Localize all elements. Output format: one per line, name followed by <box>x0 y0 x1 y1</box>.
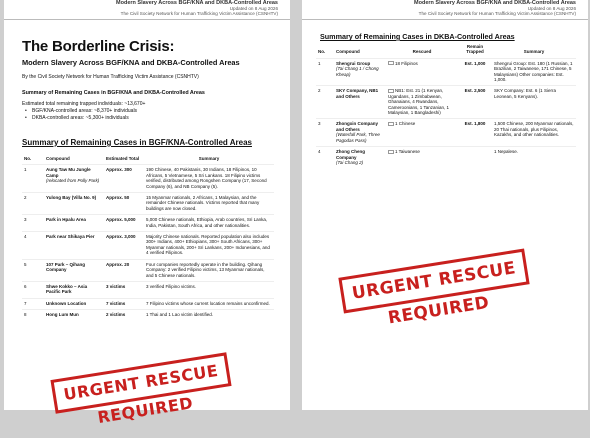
col-compound: Compound <box>46 156 70 161</box>
row-no: 7 <box>22 298 44 309</box>
row-total: 2 victims <box>104 310 144 321</box>
row-rescued <box>386 119 458 147</box>
compound-name: Zhong Cheng Company <box>336 149 365 160</box>
compound-name: Park near Shikaya Pier <box>46 234 95 240</box>
row-summary: 15 Myanmar nationals, 2 Africans, 1 Malaysian, and the remainder Chinese nationals. Victims reported that many buildings are now closed. <box>144 193 274 215</box>
estimate-block <box>22 101 145 122</box>
table-row <box>316 58 576 86</box>
urgent-rescue-stamp-right: URGENT RESCUE REQUIRED <box>338 249 529 314</box>
row-no: 6 <box>22 281 44 298</box>
row-summary: SKY Company: Est. 6 (1 Sierra Leonean, 5 Kenyans). <box>492 86 576 119</box>
row-no: 2 <box>22 193 44 215</box>
row-no: 5 <box>22 259 44 281</box>
rescued-text: NB1: Est. 21 (1 Kenyan, Ugandans, 1 Zimbabwean, Ghanaians, 4 Rwandans, Cameroonians, 1 Tanzanian, 1 Malaysian, 1 Bangladeshi) <box>388 88 449 116</box>
flag-icon <box>388 89 394 93</box>
row-summary: Four companies reportedly operate in the building. Qihang Company: 2 verified Filipino victims, 13 Myanmar nationals, and 5 Chinese nationals. <box>144 259 274 281</box>
section-title-bgf: Summary of Remaining Cases in BGF/KNA-Controlled Areas <box>22 138 252 147</box>
compound-name: Park in Hpalu Area <box>46 217 86 223</box>
row-rescued <box>386 58 458 86</box>
row-compound <box>334 58 386 86</box>
row-no: 2 <box>316 86 334 119</box>
table-row <box>316 86 576 119</box>
compound-name: Hong Lum Mun <box>46 312 79 318</box>
bgf-table <box>22 156 274 321</box>
rescued-text: 1 Chinese <box>395 121 416 127</box>
row-no: 1 <box>22 165 44 193</box>
row-trapped: Est. 2,500 <box>458 86 492 119</box>
row-no: 4 <box>316 147 334 169</box>
row-no: 1 <box>316 58 334 86</box>
row-compound <box>44 215 104 232</box>
row-total: Approx. 50 <box>104 193 144 215</box>
table-row <box>316 147 576 169</box>
page-header <box>4 0 290 20</box>
col-no-right: No. <box>318 49 326 55</box>
table-row <box>22 298 274 309</box>
table-header-row-right <box>316 44 576 58</box>
compound-note: (Waterfall Park, Three Pagodas Pass) <box>336 132 380 143</box>
dkba-table <box>316 44 576 168</box>
table-row <box>22 281 274 298</box>
compound-name: SKY Company, NB1 and Others <box>336 88 379 99</box>
page-right <box>302 0 588 410</box>
compound-note: (relocated from Polly Park) <box>46 178 100 184</box>
row-compound <box>44 232 104 260</box>
byline: By the Civil Society Network for Human Trafficking Victim Assistance (CSNHTV) <box>22 74 199 80</box>
flag-icon <box>388 122 394 126</box>
row-total: 3 victims <box>104 281 144 298</box>
rescued-text: 1 Taiwanese <box>395 149 420 155</box>
col-summary-right: Summary <box>523 49 545 55</box>
compound-name: 107 Park – Qihang Company <box>46 261 86 273</box>
compound-note: (Tai Chang 1 / Chong Kheap) <box>336 66 379 77</box>
header-title: Modern Slavery Across BGF/KNA and DKBA-Controlled Areas <box>116 0 278 6</box>
table-row <box>22 232 274 260</box>
row-summary: 7 Filipino victims whose current location remains unconfirmed. <box>144 298 274 309</box>
header-org-right: The Civil Society Network for Human Trafficking Victim Assistance (CSNHTV) <box>418 11 576 17</box>
col-compound-right: Compound <box>336 49 360 55</box>
col-summary: Summary <box>198 156 220 161</box>
flag-icon <box>388 150 394 154</box>
row-summary: 5,000 Chinese nationals, Ethiopia, Arab countries, Sri Lanka, India, Pakistan, South Africa, and other nationalities. <box>144 215 274 232</box>
col-trapped: Remain Trapped <box>466 44 484 55</box>
row-summary: 3 verified Filipino victims. <box>144 281 274 298</box>
col-no: No. <box>24 156 32 161</box>
row-trapped: Est. 1,800 <box>458 119 492 147</box>
table-row <box>22 215 274 232</box>
urgent-rescue-stamp: URGENT RESCUE REQUIRED <box>50 352 231 413</box>
rescued-text: 18 Filipinos <box>395 60 418 66</box>
compound-name: Yulong Bay (Villa No. 9) <box>46 195 97 201</box>
col-rescued: Rescued <box>412 49 432 55</box>
document-title: The Borderline Crisis: <box>22 38 175 55</box>
page-header-right <box>302 0 588 20</box>
row-no: 4 <box>22 232 44 260</box>
compound-name: Shengrui Group <box>336 60 371 66</box>
row-no: 3 <box>316 119 334 147</box>
row-trapped: Est. 1,000 <box>458 58 492 86</box>
page-left <box>4 0 290 428</box>
compound-name: Unknown Location <box>46 300 87 306</box>
table-row <box>316 119 576 147</box>
table-header-row <box>22 156 274 165</box>
table-row <box>22 310 274 321</box>
summary-title: Summary of Remaining Cases in BGF/KNA and DKBA-Controlled Areas <box>22 90 205 96</box>
row-compound <box>44 281 104 298</box>
row-summary: Majority Chinese nationals. Reported population also includes 300+ Indians, 400+ Ethiopians, 300+ South Africans, 300+ Myanmar nationals, 200+ Sri Lankans, 200+ Indonesians, and 4 verified Filipinos. <box>144 232 274 260</box>
header-updated: Updated on 8 Aug 2026 <box>229 6 278 12</box>
col-total: Estimated Total <box>106 156 140 161</box>
estimate-dkba: • DKBA-controlled areas: ~5,300+ individuals <box>22 115 145 122</box>
row-compound <box>44 193 104 215</box>
row-compound <box>44 165 104 193</box>
compound-name: Shwe Kokko – Asia Pacific Park <box>46 283 88 295</box>
row-summary: 1 Thai and 1 Lao victim identified. <box>144 310 274 321</box>
row-total: Approx. 300 <box>104 165 144 193</box>
row-compound <box>44 259 104 281</box>
row-total: Approx. 20 <box>104 259 144 281</box>
row-compound <box>334 86 386 119</box>
row-summary: 190 Chinese, 40 Pakistanis, 30 Indians, 18 Filipinos, 10 Africans, 5 Vietnamese, 5 Sri Lankans. 18 Filipino victims verified, distributed among Rongshen Company (17, Second Company (6), and NB Company (5). <box>144 165 274 193</box>
estimate-bgf: • BGF/KNA-controlled areas: ~8,370+ individuals <box>22 108 145 115</box>
document-subtitle: Modern Slavery Across BGF/KNA and DKBA-Controlled Areas <box>22 58 240 67</box>
compound-note: (Tai Chang 2) <box>336 159 364 165</box>
row-total: Approx. 5,000 <box>104 215 144 232</box>
row-rescued <box>386 86 458 119</box>
row-compound <box>44 298 104 309</box>
row-summary: 1,500 Chinese, 200 Myanmar nationals, 20 Thai nationals, plus Filipinos, Kazakhs, and other nationalities. <box>492 119 576 147</box>
row-trapped <box>458 147 492 169</box>
row-summary: Shengrui Group: Est. 180 (1 Russian, 1 Brazilian, 2 Taiwanese, 171 Chinese, 5 Malaysians) Other companies: Est. 1,000. <box>492 58 576 86</box>
compound-name: Aung Taw Mu Jungle Camp <box>46 167 91 178</box>
row-total: Approx. 3,000 <box>104 232 144 260</box>
row-no: 3 <box>22 215 44 232</box>
table-row <box>22 165 274 193</box>
section-title-dkba: Summary of Remaining Cases in DKBA-Controlled Areas <box>320 32 515 41</box>
estimate-total: Estimated total remaining trapped individuals: ~13,670+ <box>22 101 146 107</box>
row-total: 7 victims <box>104 298 144 309</box>
row-compound <box>334 119 386 147</box>
header-title-right: Modern Slavery Across BGF/KNA and DKBA-Controlled Areas <box>414 0 576 6</box>
header-updated-right: Updated on 8 Aug 2026 <box>527 6 576 12</box>
row-compound <box>44 310 104 321</box>
table-row <box>22 259 274 281</box>
table-row <box>22 193 274 215</box>
row-no: 8 <box>22 310 44 321</box>
flag-icon <box>388 61 394 65</box>
header-org: The Civil Society Network for Human Trafficking Victim Assistance (CSNHTV) <box>120 11 278 17</box>
row-summary: 1 Nepalese. <box>492 147 576 169</box>
compound-name: Zhongxin Company and Others <box>336 121 378 132</box>
row-rescued <box>386 147 458 169</box>
row-compound <box>334 147 386 169</box>
